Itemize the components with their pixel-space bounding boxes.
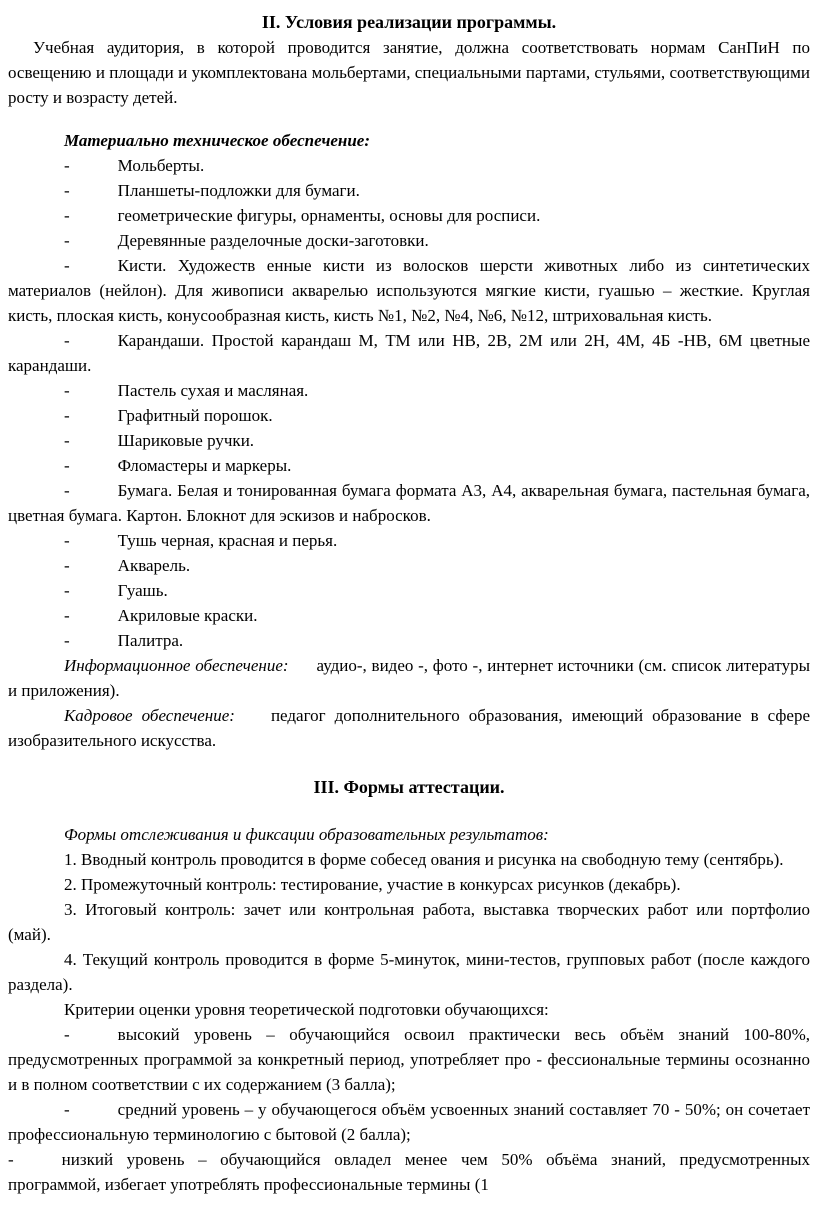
dash-bullet: - xyxy=(64,456,70,475)
list-item xyxy=(8,628,810,653)
control-paragraph: 2. Промежуточный контроль: тестирование, участие в конкурсах рисунков (декабрь). xyxy=(64,875,681,894)
list-item xyxy=(8,253,810,328)
list-item xyxy=(8,228,810,253)
control-paragraph: 4. Текущий контроль проводится в форме 5-минуток, мини-тестов, групповых работ (после каждого раздела). xyxy=(8,950,810,994)
criteria-item xyxy=(8,1147,810,1197)
list-item xyxy=(8,603,810,628)
list-item-text: Фломастеры и маркеры. xyxy=(117,456,292,475)
dash-bullet: - xyxy=(64,406,70,425)
dash-bullet: - xyxy=(64,481,70,500)
criteria-item xyxy=(8,1097,810,1147)
dash-bullet: - xyxy=(64,381,70,400)
info-label: Информационное обеспечение: xyxy=(64,656,289,675)
staff-text: педагог дополнительного образования, имеющий образование в сфере изобразительного искусства. xyxy=(8,706,810,750)
list-item-text: Акриловые краски. xyxy=(117,606,258,625)
list-item-text: Графитный порошок. xyxy=(117,406,273,425)
control-paragraph: 1. Вводный контроль проводится в форме собесед ования и рисунка на свободную тему (сентябрь). xyxy=(64,850,784,869)
dash-bullet: - xyxy=(64,556,70,575)
list-item-text: Мольберты. xyxy=(117,156,205,175)
criteria-item xyxy=(8,1022,810,1097)
dash-bullet: - xyxy=(64,531,70,550)
forms-heading: Формы отслеживания и фиксации образовательных результатов: xyxy=(64,825,549,844)
dash-bullet: - xyxy=(64,256,70,275)
list-item xyxy=(8,428,810,453)
dash-bullet: - xyxy=(64,631,70,650)
intro-paragraph: Учебная аудитория, в которой проводится занятие, должна соответствовать нормам СанПиН по освещению и площади и укомплектована мольбертами, специальными партами, стульями, соответствующими росту и возрасту детей. xyxy=(8,38,810,107)
list-item-text: Пастель сухая и масляная. xyxy=(117,381,309,400)
list-item-text: Бумага. Белая и тонированная бумага формата А3, А4, акварельная бумага, пастельная бумага, цветная бумага. Картон. Блокнот для эскизов и набросков. xyxy=(8,481,810,525)
section-iii-title: III. Формы аттестации. xyxy=(313,777,505,797)
list-item xyxy=(8,178,810,203)
dash-bullet: - xyxy=(64,181,70,200)
dash-bullet: - xyxy=(64,1100,70,1119)
dash-bullet: - xyxy=(64,156,70,175)
criteria-heading: Критерии оценки уровня теоретической подготовки обучающихся: xyxy=(64,1000,549,1019)
list-item xyxy=(8,578,810,603)
criteria-item-text: средний уровень – у обучающегося объём усвоенных знаний составляет 70 - 50%; он сочетает профессиональную терминологию с бытовой (2 балла); xyxy=(8,1100,810,1144)
list-item-text: Гуашь. xyxy=(117,581,168,600)
criteria-item-text: низкий уровень – обучающийся овладел менее чем 50% объёма знаний, предусмотренных программой, избегает употреблять профессиональные термины (1 xyxy=(8,1150,810,1194)
control-paragraph: 3. Итоговый контроль: зачет или контрольная работа, выставка творческих работ или портфолио (май). xyxy=(8,900,810,944)
list-item xyxy=(8,528,810,553)
list-item xyxy=(8,328,810,378)
info-paragraph xyxy=(8,653,810,703)
list-item-text: геометрические фигуры, орнаменты, основы для росписи. xyxy=(117,206,541,225)
staff-paragraph xyxy=(8,703,810,753)
list-item xyxy=(8,478,810,528)
list-item-text: Шариковые ручки. xyxy=(117,431,255,450)
dash-bullet: - xyxy=(64,581,70,600)
list-item-text: Карандаши. Простой карандаш М, ТМ или НВ, 2В, 2М или 2Н, 4М, 4Б -НВ, 6М цветные карандаши. xyxy=(8,331,810,375)
list-item xyxy=(8,453,810,478)
criteria-item-text: высокий уровень – обучающийся освоил практически весь объём знаний 100-80%, предусмотренных программой за конкретный период, употребляет про - фессиональные термины осознанно и в полном соответствии с их содержанием (3 балла); xyxy=(8,1025,810,1094)
list-item-text: Планшеты-подложки для бумаги. xyxy=(117,181,360,200)
list-item-text: Кисти. Художеств енные кисти из волосков шерсти животных либо из синтетических материалов (нейлон). Для живописи акварелью используются мягкие кисти, гуашью – жесткие. Круглая кисть, плоская кисть, конусообразная кисть, кисть №1, №2, №4, №6, №12, штриховальная кисть. xyxy=(8,256,810,325)
info-text: аудио-, видео -, фото -, интернет источники (см. список литературы и приложения). xyxy=(8,656,810,700)
list-item-text: Тушь черная, красная и перья. xyxy=(117,531,338,550)
list-item-text: Палитра. xyxy=(117,631,184,650)
dash-bullet: - xyxy=(64,231,70,250)
list-item xyxy=(8,203,810,228)
dash-bullet: - xyxy=(64,331,70,350)
list-item-text: Деревянные разделочные доски-заготовки. xyxy=(117,231,429,250)
list-item-text: Акварель. xyxy=(117,556,191,575)
list-item xyxy=(8,378,810,403)
dash-bullet: - xyxy=(64,431,70,450)
list-item xyxy=(8,403,810,428)
list-item xyxy=(8,153,810,178)
material-heading: Материально техническое обеспечение: xyxy=(64,131,371,150)
list-item xyxy=(8,553,810,578)
dash-bullet: - xyxy=(64,1025,70,1044)
section-ii-title: II. Условия реализации программы. xyxy=(261,12,557,32)
dash-bullet: - xyxy=(64,606,70,625)
dash-bullet: - xyxy=(8,1150,14,1169)
dash-bullet: - xyxy=(64,206,70,225)
staff-label: Кадровое обеспечение: xyxy=(64,706,235,725)
